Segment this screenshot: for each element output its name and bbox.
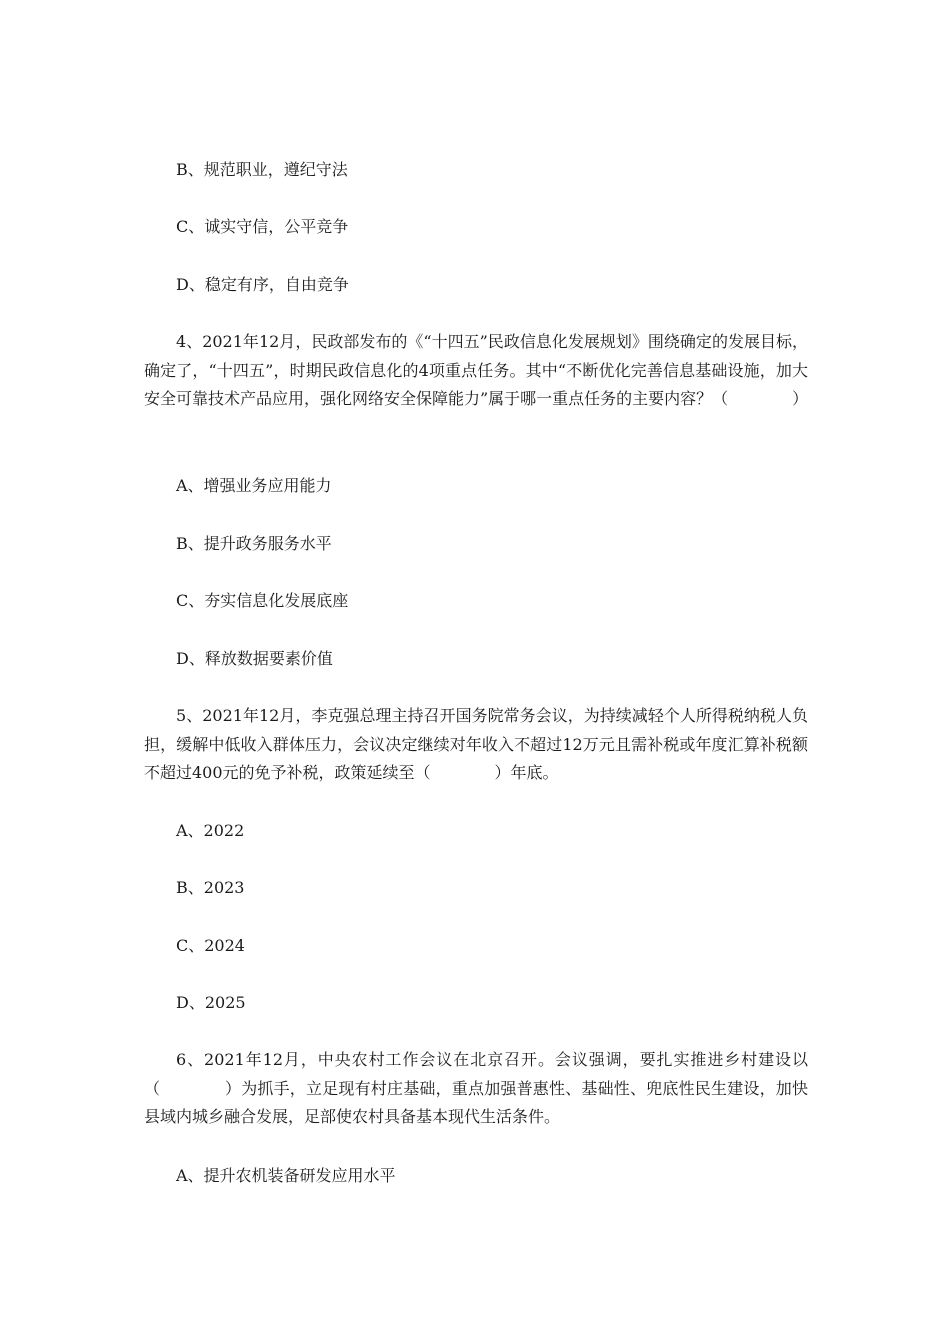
q4-option-a: A、增强业务应用能力	[176, 476, 332, 495]
q5-stem: 5、2021年12月，李克强总理主持召开国务院常务会议，为持续减轻个人所得税纳税人负担，缓解中低收入群体压力，会议决定继续对年收入不超过12万元且需补税或年度汇算补税额不超过400元的免予补税，政策延续至（ ）年底。	[144, 706, 808, 783]
q4-option-d: D、释放数据要素价值	[176, 649, 333, 668]
q3-option-c: C、诚实守信，公平竞争	[176, 217, 349, 236]
q3-option-d: D、稳定有序，自由竞争	[176, 275, 349, 294]
q4-option-c: C、夯实信息化发展底座	[176, 591, 349, 610]
q5-option-b: B、2023	[176, 878, 245, 897]
q3-option-b: B、规范职业，遵纪守法	[176, 160, 348, 179]
q5-option-a: A、2022	[176, 821, 245, 840]
q5-option-d: D、2025	[176, 993, 246, 1012]
q6-option-a: A、提升农机装备研发应用水平	[176, 1166, 396, 1185]
q4-option-b: B、提升政务服务水平	[176, 534, 332, 553]
q4-stem: 4、2021年12月，民政部发布的《“十四五”民政信息化发展规划》围绕确定的发展目标，确定了，“十四五”，时期民政信息化的4项重点任务。其中“不断优化完善信息基础设施，加大安全可靠技术产品应用，强化网络安全保障能力”属于哪一重点任务的主要内容？（ ）	[144, 332, 809, 409]
q6-stem: 6、2021年12月，中央农村工作会议在北京召开。会议强调，要扎实推进乡村建设以（ ）为抓手，立足现有村庄基础，重点加强普惠性、基础性、兜底性民生建设，加快县域内城乡融合发展，足部使农村具备基本现代生活条件。	[144, 1050, 808, 1127]
q5-option-c: C、2024	[176, 936, 245, 955]
